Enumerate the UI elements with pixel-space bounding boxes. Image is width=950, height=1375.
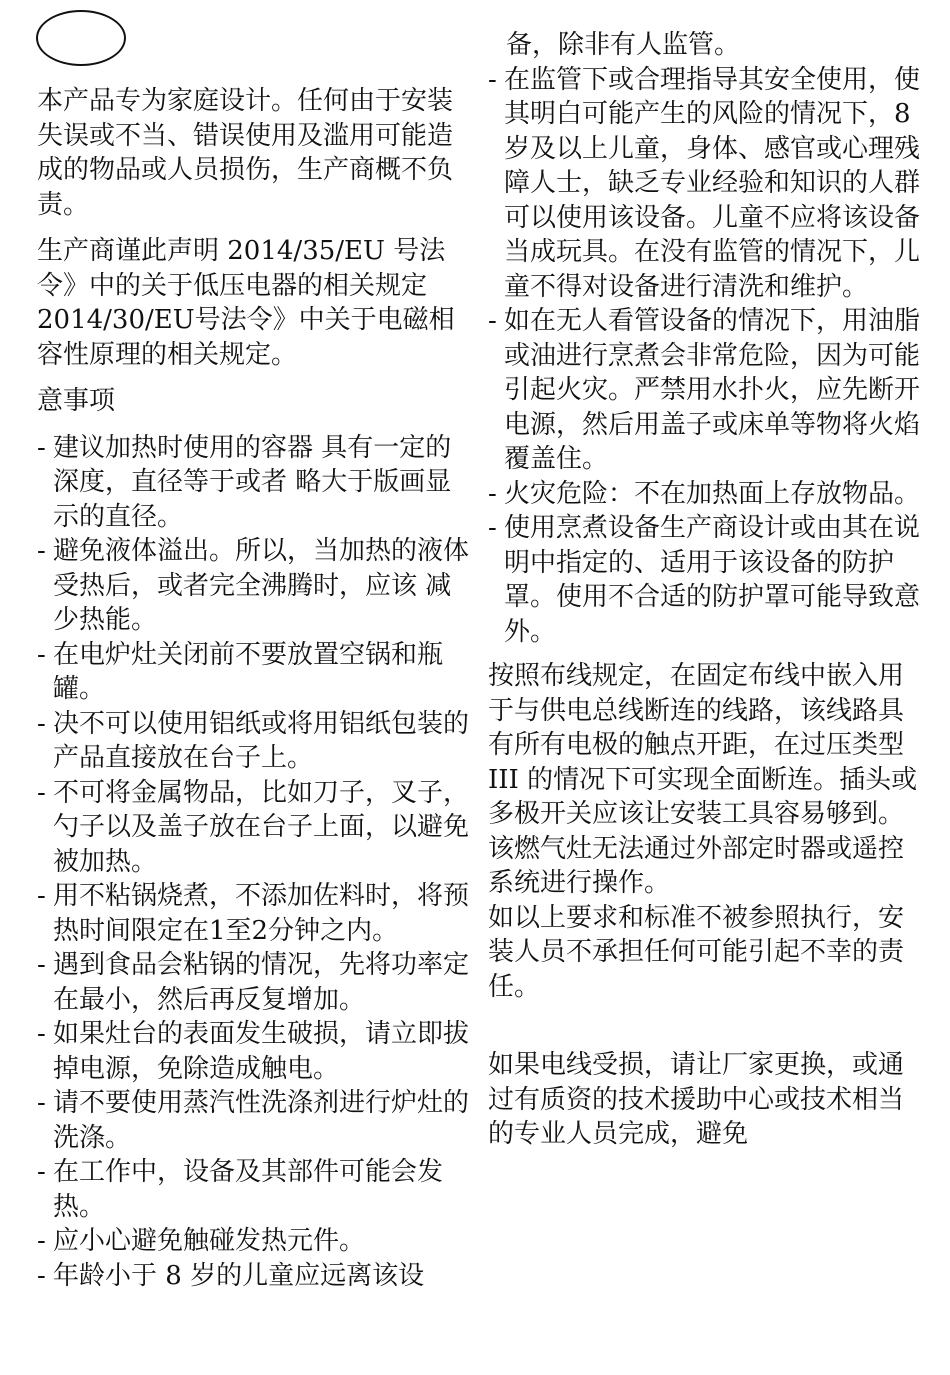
list-item: - 如在无人看管设备的情况下，用油脂或油进行烹煮会非常危险，因为可能引起火灾。严禁用水扑火，应先断开电源，然后用盖子或床单等物将火焰覆盖住。 xyxy=(488,304,928,477)
list-item: - 建议加热时使用的容器 具有一定的深度，直径等于或者 略大于版画显示的直径。 xyxy=(37,431,469,535)
list-item: - 使用烹煮设备生产商设计或由其在说明中指定的、适用于该设备的防护罩。使用不合适的防护罩可能导致意外。 xyxy=(488,511,928,649)
list-item: - 不可将金属物品，比如刀子，叉子，勺子以及盖子放在台子上面，以避免被加热。 xyxy=(37,776,469,880)
list-item: - 在工作中，设备及其部件可能会发热。 xyxy=(37,1155,469,1224)
list-item: - 年龄小于 8 岁的儿童应远离该设 xyxy=(37,1259,469,1294)
safety-list xyxy=(37,431,469,1294)
list-item: - 应小心避免触碰发热元件。 xyxy=(37,1224,469,1259)
wiring-paragraph: 按照布线规定，在固定布线中嵌入用于与供电总线断连的线路，该线路具有所有电极的触点开距，在过压类型 III 的情况下可实现全面断连。插头或多极开关应该让安装工具容易够到。 xyxy=(488,661,918,829)
declaration-paragraph: 生产商谨此声明 2014/35/EU 号法令》中的关于低压电器的相关规定2014/30/EU号法令》中关于电磁相容性原理的相关规定。 xyxy=(37,236,455,370)
list-item: - 请不要使用蒸汽性洗涤剂进行炉灶的洗涤。 xyxy=(37,1086,469,1155)
list-item: - 决不可以使用铝纸或将用铝纸包装的产品直接放在台子上。 xyxy=(37,707,469,776)
continuation-text: 备，除非有人监管。 xyxy=(506,30,741,60)
list-item: - 在电炉灶关闭前不要放置空锅和瓶罐。 xyxy=(37,638,469,707)
intro-paragraph: 本产品专为家庭设计。任何由于安装失误或不当、错误使用及滥用可能造成的物品或人员损伤，生产商概不负责。 xyxy=(37,86,454,220)
list-item: - 避免液体溢出。所以，当加热的液体受热后，或者完全沸腾时，应该 减少热能。 xyxy=(37,534,469,638)
list-item: - 在监管下或合理指导其安全使用，使其明白可能产生的风险的情况下，8 岁及以上儿童，身体、感官或心理残障人士，缺乏专业经验和知识的人群可以使用该设备。儿童不应将该设备当成玩具。在没有监管的情况下，儿童不得对设备进行清洗和维护。 xyxy=(488,63,928,305)
timer-paragraph: 该燃气灶无法通过外部定时器或遥控系统进行操作。 xyxy=(488,833,905,898)
liability-paragraph: 如以上要求和标准不被参照执行，安装人员不承担任何可能引起不幸的责任。 xyxy=(488,902,905,1002)
list-item: - 用不粘锅烧煮，不添加佐料时，将预热时间限定在1至2分钟之内。 xyxy=(37,879,469,948)
language-badge-oval xyxy=(36,10,126,66)
right-column xyxy=(488,28,928,1152)
safety-list-continued xyxy=(488,63,928,650)
section-heading: 意事项 xyxy=(37,386,116,416)
list-item: - 遇到食品会粘锅的情况，先将功率定在最小，然后再反复增加。 xyxy=(37,948,469,1017)
list-item: - 如果灶台的表面发生破损，请立即拔掉电源，免除造成触电。 xyxy=(37,1017,469,1086)
cable-paragraph: 如果电线受损，请让厂家更换，或通过有质资的技术援助中心或技术相当的专业人员完成，避免 xyxy=(488,1050,905,1149)
list-item: - 火灾危险：不在加热面上存放物品。 xyxy=(488,477,928,512)
left-column xyxy=(37,84,469,1293)
